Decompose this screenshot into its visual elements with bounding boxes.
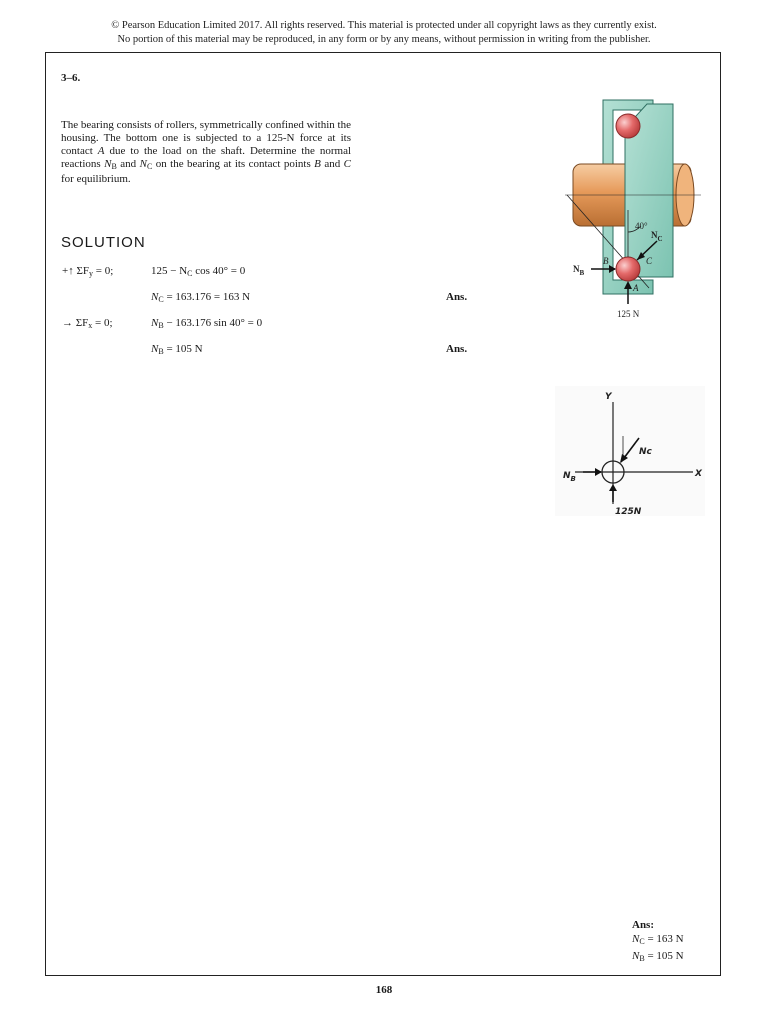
problem-statement <box>61 119 351 186</box>
var-b: B <box>314 158 321 170</box>
final-nb-var: N <box>632 950 640 962</box>
point-b-label: B <box>603 256 609 266</box>
point-c-label: C <box>646 256 653 266</box>
final-nc-val: = 163 N <box>644 933 684 945</box>
final-answer-title: Ans: <box>632 919 655 931</box>
eq3-cond-prefix: → ΣF <box>62 317 89 329</box>
eq3-cond-suffix: = 0; <box>92 317 113 329</box>
eq3-expr-tail: − 163.176 sin 40° = 0 <box>163 317 263 329</box>
problem-number: 3–6. <box>61 72 81 84</box>
problem-text-2: due to the load on the shaft. Determine the normal reactions <box>61 145 352 170</box>
bottom-roller <box>616 257 640 281</box>
free-body-diagram <box>555 386 705 516</box>
eq1-expression <box>151 265 245 278</box>
problem-text-3: and <box>116 158 140 170</box>
solution-heading: SOLUTION <box>61 234 146 251</box>
eq1-cond-suffix: = 0; <box>92 265 114 277</box>
fbd-nb-sub: B <box>570 475 576 483</box>
eq4-ans-label: Ans. <box>446 343 468 355</box>
top-roller <box>616 114 640 138</box>
eq4-expr-tail: = 105 N <box>163 343 203 355</box>
problem-text-4: on the bearing at its contact points <box>152 158 315 170</box>
eq2-expr-sub: C <box>158 295 164 304</box>
var-c: C <box>343 158 352 170</box>
copyright-line-1: © Pearson Education Limited 2017. All rights reserved. This material is protected under all copyright laws as they currently exist. <box>111 20 657 31</box>
final-nc-var: N <box>632 933 640 945</box>
sub-c: C <box>146 162 153 171</box>
eq1-cond-prefix: +↑ ΣF <box>62 265 89 277</box>
eq1-expr-tail: cos 40° = 0 <box>192 265 246 277</box>
problem-text-1: The bearing consists of rollers, symmetrically confined within the housing. The bottom one is subjected to a 125-N force at its contact <box>61 119 351 157</box>
bearing-diagram <box>555 92 705 332</box>
eq3-expr-sub: B <box>158 321 164 330</box>
problem-text-5: and <box>320 158 344 170</box>
eq2-expr: N <box>151 291 159 303</box>
eq2-expr-tail: = 163.176 = 163 N <box>163 291 251 303</box>
eq1-condition <box>62 265 113 278</box>
var-a: A <box>97 145 105 157</box>
eq1-cond-sub: y <box>88 269 93 278</box>
final-answer-box <box>632 918 684 966</box>
eq4-expr-sub: B <box>158 347 164 356</box>
eq3-expression <box>151 317 262 330</box>
nb-label <box>573 264 585 277</box>
page-number: 168 <box>375 984 393 996</box>
nb-label-n: N <box>573 264 580 274</box>
nc-label-sub: C <box>657 235 663 243</box>
final-nb-val: = 105 N <box>644 950 684 962</box>
fbd-nc-label: Nc <box>639 447 652 457</box>
eq1-expr: 125 − N <box>151 265 188 277</box>
angle-label: 40° <box>635 221 648 231</box>
eq3-cond-sub: x <box>88 321 93 330</box>
eq4-expr: N <box>151 343 159 355</box>
fbd-nb-n: N <box>563 471 571 481</box>
eq3-condition <box>62 317 113 330</box>
fbd-y-label: Y <box>605 392 612 402</box>
eq1-expr-sub: C <box>187 269 193 278</box>
final-nc-sub: C <box>639 937 645 946</box>
final-answer-line-2 <box>632 949 684 966</box>
var-nb: N <box>104 158 112 170</box>
eq3-expr: N <box>151 317 159 329</box>
eq2-ans-label: Ans. <box>446 291 468 303</box>
force-label: 125 N <box>617 309 640 319</box>
eq2-expression <box>151 291 250 304</box>
var-nc: N <box>139 158 147 170</box>
sub-b: B <box>111 162 117 171</box>
problem-text-6: for equilibrium. <box>61 173 131 185</box>
final-nb-sub: B <box>639 954 645 963</box>
fbd-x-label: X <box>695 469 702 479</box>
point-a-label: A <box>633 283 639 293</box>
nc-label-n: N <box>651 230 658 240</box>
copyright-notice <box>0 19 768 47</box>
copyright-line-2: No portion of this material may be reproduced, in any form or by any means, without permission in writing from the publisher. <box>117 34 651 45</box>
eq4-expression <box>151 343 203 356</box>
nb-label-sub: B <box>579 269 585 277</box>
final-answer-line-1 <box>632 932 684 949</box>
fbd-force-label: 125N <box>615 507 642 516</box>
